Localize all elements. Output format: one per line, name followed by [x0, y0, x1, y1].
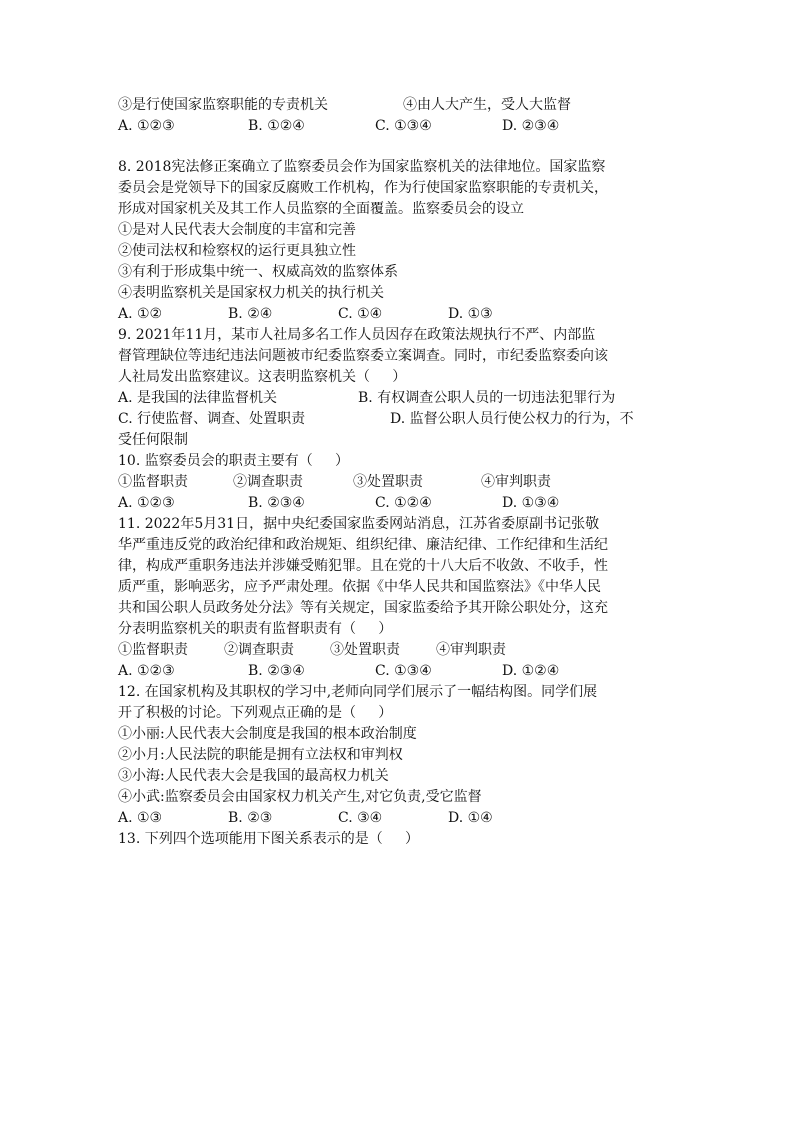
q12-option-c[interactable]: C. ③④ — [338, 810, 383, 826]
q10-option-d[interactable]: D. ①③④ — [502, 495, 560, 511]
q9-stem-line: 人社局发出监察建议。这表明监察机关（ ） — [118, 369, 407, 385]
q9-option-d-continued: 受任何限制 — [118, 432, 188, 448]
q7-statement-3: ③是行使国家监察职能的专责机关 — [118, 97, 328, 113]
q7-statement-row — [118, 95, 663, 116]
q8-option-d[interactable]: D. ①③ — [448, 306, 493, 322]
q8-stem-line: 8. 2018宪法修正案确立了监察委员会作为国家监察机关的法律地位。国家监察 — [118, 159, 606, 175]
q7-options — [118, 116, 663, 137]
q7-statement-4: ④由人大产生，受人大监督 — [403, 97, 571, 113]
q9-stem-line: 9. 2021年11月，某市人社局多名工作人员因存在政策法规执行不严、内部监 — [118, 327, 596, 343]
q7-option-b[interactable]: B. ①②④ — [248, 118, 305, 134]
q11-statement-3: ③处置职责 — [330, 642, 400, 658]
q12-option-a[interactable]: A. ①③ — [118, 810, 163, 826]
q12-option-b[interactable]: B. ②③ — [228, 810, 273, 826]
q8-option-a[interactable]: A. ①② — [118, 306, 163, 322]
q11-option-c[interactable]: C. ①③④ — [375, 663, 432, 679]
q8-options — [118, 304, 663, 325]
q7-option-c[interactable]: C. ①③④ — [375, 118, 432, 134]
q11-option-d[interactable]: D. ①②④ — [502, 663, 560, 679]
q10-stem: 10. 监察委员会的职责主要有（ ） — [118, 453, 349, 469]
q9-option-c[interactable]: C. 行使监督、调查、处置职责 — [118, 411, 306, 427]
q8-statement-3: ③有利于形成集中统一、权威高效的监察体系 — [118, 264, 398, 280]
q10-statement-3: ③处置职责 — [353, 474, 423, 490]
q12-statement-2: ②小月:人民法院的职能是拥有立法权和审判权 — [118, 747, 403, 763]
q8-stem-line: 形成对国家机关及其工作人员监察的全面覆盖。监察委员会的设立 — [118, 201, 524, 217]
q10-statements — [118, 472, 663, 493]
q9-stem-line: 督管理缺位等违纪违法问题被市纪委监察委立案调查。同时，市纪委监察委向该 — [118, 348, 608, 364]
q11-options — [118, 661, 663, 682]
q11-statement-2: ②调查职责 — [224, 642, 294, 658]
q11-stem-line: 分表明监察机关的职责有监督职责有（ ） — [118, 621, 393, 637]
q8-statement-1: ①是对人民代表大会制度的丰富和完善 — [118, 222, 356, 238]
q10-option-c[interactable]: C. ①②④ — [375, 495, 432, 511]
q10-option-b[interactable]: B. ②③④ — [248, 495, 305, 511]
q12-statement-3: ③小海:人民代表大会是我国的最高权力机关 — [118, 768, 389, 784]
document-page — [118, 95, 663, 850]
q12-stem-line: 开了积极的讨论。下列观点正确的是（ ） — [118, 705, 393, 721]
q8-option-b[interactable]: B. ②④ — [228, 306, 273, 322]
q11-statements — [118, 640, 663, 661]
q12-statement-4: ④小武:监察委员会由国家权力机关产生,对它负责,受它监督 — [118, 789, 482, 805]
q8-statement-4: ④表明监察机关是国家权力机关的执行机关 — [118, 285, 384, 301]
q12-statement-1: ①小丽:人民代表大会制度是我国的根本政治制度 — [118, 726, 417, 742]
q7-option-d[interactable]: D. ②③④ — [502, 118, 560, 134]
q10-statement-1: ①监督职责 — [118, 474, 188, 490]
q10-statement-4: ④审判职责 — [481, 474, 551, 490]
q10-options — [118, 493, 663, 514]
q11-stem-line: 华严重违反党的政治纪律和政治规矩、组织纪律、廉洁纪律、工作纪律和生活纪 — [118, 537, 608, 553]
q11-statement-4: ④审判职责 — [436, 642, 506, 658]
q12-option-d[interactable]: D. ①④ — [448, 810, 493, 826]
q11-option-a[interactable]: A. ①②③ — [118, 663, 175, 679]
q8-option-c[interactable]: C. ①④ — [338, 306, 383, 322]
q9-option-d[interactable]: D. 监督公职人员行使公权力的行为，不 — [390, 411, 634, 427]
q8-statement-2: ②使司法权和检察权的运行更具独立性 — [118, 243, 356, 259]
spacer — [118, 137, 663, 157]
q11-stem-line: 律，构成严重职务违法并涉嫌受贿犯罪。且在党的十八大后不收敛、不收手，性 — [118, 558, 608, 574]
q11-stem-line: 质严重，影响恶劣，应予严肃处理。依据《中华人民共和国监察法》《中华人民 — [118, 579, 601, 595]
q11-stem-line: 11. 2022年5月31日，据中央纪委国家监委网站消息，江苏省委原副书记张敬 — [118, 516, 600, 532]
q11-statement-1: ①监督职责 — [118, 642, 188, 658]
q11-stem-line: 共和国公职人员政务处分法》等有关规定，国家监委给予其开除公职处分，这充 — [118, 600, 608, 616]
q13-stem: 13. 下列四个选项能用下图关系表示的是（ ） — [118, 831, 419, 847]
q12-stem-line: 12. 在国家机构及其职权的学习中,老师向同学们展示了一幅结构图。同学们展 — [118, 684, 598, 700]
q7-option-a[interactable]: A. ①②③ — [118, 118, 175, 134]
q9-option-a[interactable]: A. 是我国的法律监督机关 — [118, 390, 278, 406]
q10-option-a[interactable]: A. ①②③ — [118, 495, 175, 511]
q12-options — [118, 808, 663, 829]
q11-option-b[interactable]: B. ②③④ — [248, 663, 305, 679]
q8-stem-line: 委员会是党领导下的国家反腐败工作机构，作为行使国家监察职能的专责机关， — [118, 180, 608, 196]
q9-option-row — [118, 388, 663, 409]
q9-option-row — [118, 409, 663, 430]
q10-statement-2: ②调查职责 — [233, 474, 303, 490]
q9-option-b[interactable]: B. 有权调查公职人员的一切违法犯罪行为 — [358, 390, 616, 406]
